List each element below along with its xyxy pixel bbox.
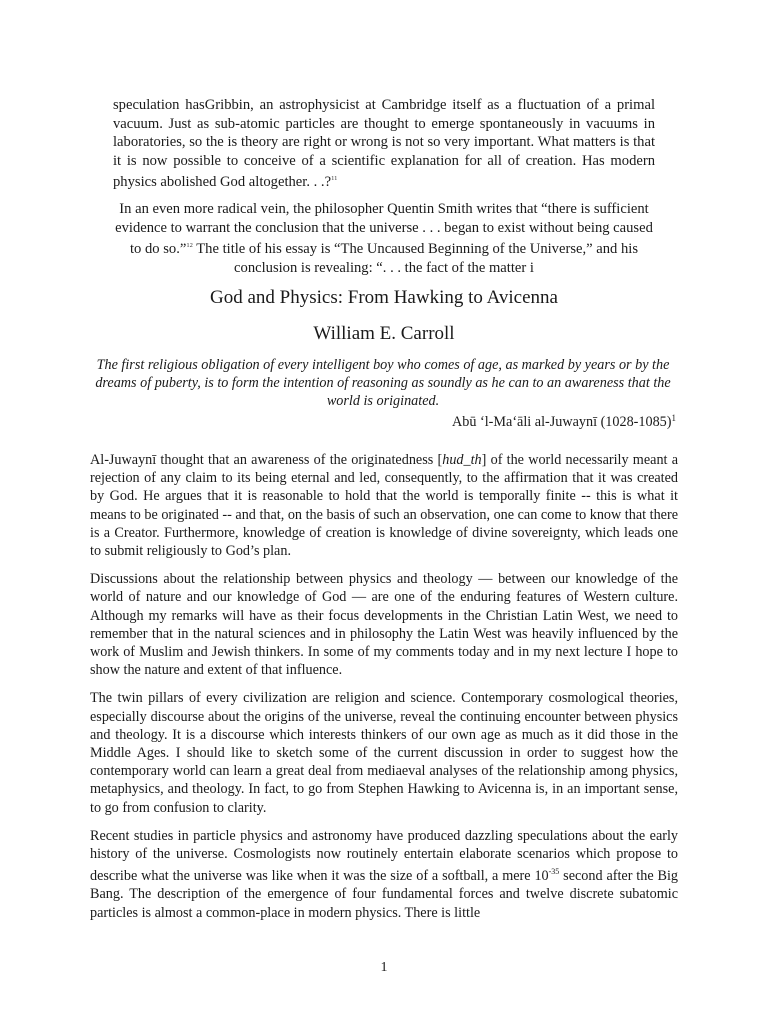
- quote-paragraph: [113, 200, 655, 277]
- quote-text: In an even more radical vein, the philosopher Quentin Smith writes that “there is sufficient evidence to warrant the conclusion that the universe . . . began to exist without being caused to do so.”: [115, 200, 653, 258]
- footnote-marker: 12: [186, 242, 193, 250]
- exponent: -35: [548, 867, 560, 877]
- epigraph-attribution: [452, 409, 676, 431]
- body-paragraph: [90, 827, 678, 922]
- quote-text: speculation hasGribbin, an astrophysicist at Cambridge itself as a fluctuation of a primal vacuum. Just as sub-atomic particles are thought to emerge spontaneously in vacuums in laboratories, so the is theory are right or wrong is not so very important. What matters is that it is now possible to conceive of a scientific explanation for all of creation. Has modern physics abolished God altogether. . .?: [113, 97, 655, 191]
- author-name: William E. Carroll: [313, 323, 455, 344]
- paragraph-text: ] of the world necessarily meant a rejection of any claim to its being eternal and led, consequently, to the affirmation that it was created by God. He argues that it is reasonable to hold that the world is temporally finite -- this is what it means to be originated -- and that, on the basis of such an observation, one can come to know that there is a Creator. Furthermore, knowledge of creation is knowledge of divine sovereignty, which leads one to submit religiously to God’s plan.: [90, 452, 679, 560]
- carried-over-quote: [113, 96, 655, 277]
- quote-paragraph: [113, 96, 655, 192]
- body-text: [90, 451, 678, 932]
- paragraph-text: second after the Big Bang. The description of the emergence of four fundamental forces and twelve discrete subatomic particles is almost a common-place in modern physics. There is little: [90, 868, 679, 921]
- body-paragraph: [90, 451, 678, 560]
- page-title: God and Physics: From Hawking to Avicenna: [210, 287, 558, 308]
- paragraph-text: Al-Juwaynī thought that an awareness of the originatedness [: [90, 452, 443, 468]
- attribution-text: Abū ʻl-Maʻāli al-Juwaynī (1028-1085): [452, 414, 672, 430]
- italic-term: hud_th: [442, 452, 482, 468]
- body-paragraph: Discussions about the relationship between physics and theology — between our knowledge of the world of nature and our knowledge of God — are one of the enduring features of Western culture. Although my remarks will have as their focus developments in the Christian Latin West, we need to remember that in the natural sciences and in philosophy the Latin West was heavily influenced by the work of Muslim and Jewish thinkers. In some of my comments today and in my next lecture I hope to show the nature and extent of that influence.: [90, 571, 678, 679]
- footnote-marker: 11: [331, 175, 338, 183]
- epigraph-text: The first religious obligation of every intelligent boy who comes of age, as marked by years or by the dreams of puberty, is to form the intention of reasoning as soundly as he can to an awareness that the world is originated.: [95, 357, 671, 409]
- quote-text: The title of his essay is “The Uncaused Beginning of the Universe,” and his conclusion is revealing: “. . . the fact of the matter i: [192, 241, 638, 276]
- page-number: 1: [380, 960, 388, 975]
- paragraph-text: Recent studies in particle physics and astronomy have produced dazzling speculations about the early history of the universe. Cosmologists now routinely entertain elaborate scenarios which propose to describe what the universe was like when it was the size of a softball, a mere 10: [90, 827, 678, 885]
- body-paragraph: The twin pillars of every civilization are religion and science. Contemporary cosmological theories, especially discourse about the origins of the universe, reveal the continuing encounter between physics and theology. It is a discourse which interests thinkers of our own age as much as it did those in the Middle Ages. I should like to sketch some of the current discussion in order to suggest how the contemporary world can learn a great deal from mediaeval analyses of the relationship among physics, metaphysics, and theology. In fact, to go from Stephen Hawking to Avicenna is, in an important sense, to go from confusion to clarity.: [90, 690, 678, 816]
- footnote-marker: 1: [671, 413, 676, 423]
